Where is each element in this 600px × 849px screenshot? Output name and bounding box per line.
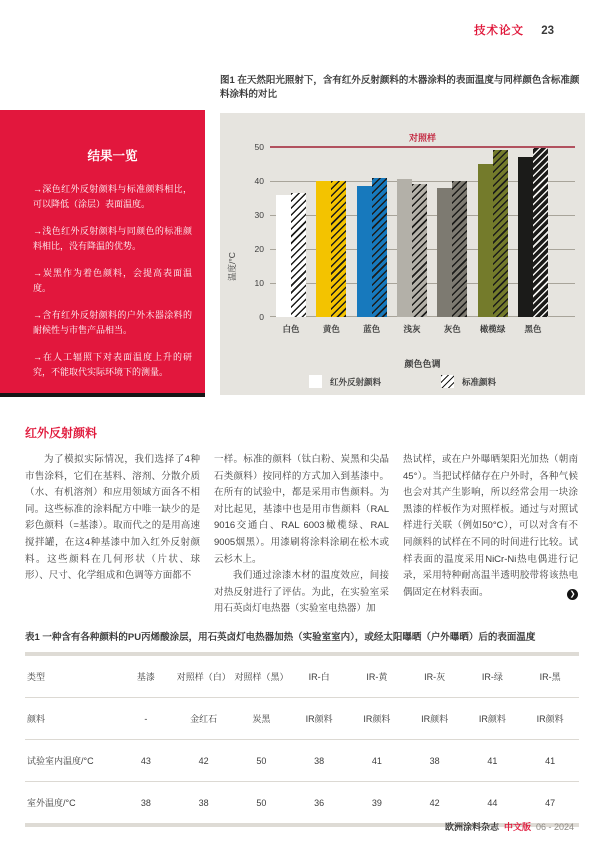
control-sample-reference-line (270, 146, 575, 148)
table-row (25, 740, 579, 782)
results-overview-content (18, 110, 205, 379)
table-cell: 炭黑 (233, 698, 291, 740)
article-body (25, 424, 579, 618)
bar-standard-1 (291, 193, 306, 317)
table-cell: IR-白 (290, 656, 348, 698)
table-cell: IR-黑 (521, 656, 579, 698)
article-column-2 (214, 452, 389, 618)
article-columns (25, 452, 579, 618)
bar-standard-5 (452, 181, 467, 317)
x-axis-category-label: 白色 (282, 324, 300, 334)
page-header (474, 22, 554, 38)
result-item: →浅色红外反射颜料与同颜色的标准颜料相比，没有降温的优势。 (33, 226, 192, 251)
table-cell: 试验室内温度/°C (25, 740, 117, 782)
table-cell: IR颜料 (290, 698, 348, 740)
bar-chart-panel (220, 113, 585, 395)
table-cell: 对照样（白） (175, 656, 233, 698)
table-cell: 43 (117, 740, 175, 782)
table-cell: 47 (545, 797, 556, 808)
x-axis-category-label: 黄色 (322, 324, 340, 334)
legend-item-ir-pigment (309, 375, 381, 388)
section-title: 红外反射颜料 (25, 426, 98, 440)
x-axis-category-label: 橄榄绿 (479, 324, 506, 334)
issue-number: 06 - 2024 (535, 822, 574, 832)
bar-standard-4 (412, 184, 427, 317)
hatched-swatch-icon (441, 375, 454, 388)
table-cell: 室外温度/°C (27, 798, 76, 808)
chart-legend (220, 375, 585, 388)
article-column-3 (403, 452, 578, 618)
table-cell: 41 (521, 740, 579, 782)
chart-plot-area (254, 130, 575, 334)
article-column-1 (25, 452, 200, 618)
bar-standard-7 (533, 147, 548, 317)
y-axis-tick-label: 50 (254, 142, 264, 152)
table-cell: IR颜料 (406, 698, 464, 740)
bar-ir-5 (437, 188, 452, 317)
table-cell: 42 (175, 740, 233, 782)
surface-temperature-table (25, 656, 579, 823)
results-overview-list (33, 182, 192, 379)
table-cell: 39 (371, 797, 382, 808)
y-axis-tick-label: 0 (259, 312, 264, 322)
bar-ir-4 (397, 179, 412, 317)
table-cell: 基漆 (117, 656, 175, 698)
y-axis-tick-label: 40 (254, 176, 264, 186)
result-item: →深色红外反射颜料与标准颜料相比，可以降低（涂层）表面温度。 (33, 184, 192, 209)
bar-ir-6 (478, 164, 493, 317)
article-paragraph: 一样。标准的颜料（钛白粉、炭黑和尖晶石类颜料）按同样的方式加入到基漆中。在所有的试验中，都是采用市售颜料。为对比起见，基漆中也是用市售颜料（RAL 9016交通白、RAL 6003橄榄绿、RAL 9005烟黑）。用漆刷将涂料涂刷在松木或云杉木上。 (214, 454, 389, 565)
table-cell: 41 (464, 740, 522, 782)
bar-ir-3 (357, 186, 372, 317)
page-number: 23 (541, 25, 554, 37)
table-row (25, 698, 579, 740)
table-cell: IR颜料 (464, 698, 522, 740)
y-axis-tick-label: 30 (254, 210, 264, 220)
table-cell: IR-灰 (406, 656, 464, 698)
article-paragraph: 热试样，或在户外曝晒架阳光加热（朝南45°）。当把试样储存在户外时，各种气候也会对其产生影响，所以经常会用一块涂黑漆的样板作为对照样板。通过与对照试样进行关联（例如50°C），可以对含有不同颜料的试样在不同的时间进行比较。试样表面的温度采用NiCr-Ni热电偶进行记录，采用特种耐高温半透明胶带将该热电偶固定在材料表面。 ❯ (403, 454, 578, 598)
legend-label-ir: 红外反射颜料 (329, 376, 381, 387)
result-item: →含有红外反射颜料的户外木器涂料的耐候性与市售产品相当。 (33, 310, 192, 335)
table-header-row (25, 656, 579, 698)
table-cell: 50 (256, 797, 267, 808)
x-axis-category-label: 灰色 (443, 324, 461, 334)
table-cell: 36 (314, 797, 325, 808)
table-cell: 42 (429, 797, 440, 808)
table-caption: 表1 一种含有各种颜料的PU丙烯酸涂层，用石英卤灯电热器加热（实验室室内），或经太阳曝晒（户外曝晒）后的表面温度 (25, 632, 536, 643)
figure-caption: 图1 在天然阳光照射下，含有红外反射颜料的木器涂料的表面温度与同样颜色含标准颜料涂料的对比 (220, 75, 580, 100)
bar-ir-1 (276, 195, 291, 317)
table-cell: 38 (140, 797, 151, 808)
bar-ir-7 (518, 157, 533, 317)
bar-standard-2 (331, 181, 346, 317)
control-sample-label: 对照样 (408, 133, 436, 143)
page-footer (445, 820, 574, 833)
bar-standard-3 (372, 178, 387, 317)
results-overview-title: 结果一览 (87, 149, 138, 163)
table-cell: IR-绿 (464, 656, 522, 698)
edition-label: 中文版 (503, 822, 531, 832)
result-item: →在人工辐照下对表面温度上升的研究，不能取代实际环境下的测量。 (33, 352, 192, 377)
x-axis-category-label: 黑色 (524, 324, 542, 334)
table-cell: 38 (290, 740, 348, 782)
table-cell: IR颜料 (521, 698, 579, 740)
bar-standard-6 (493, 150, 508, 317)
article-paragraph: 为了模拟实际情况，我们选择了4种市售涂料，它们在基料、溶剂、分散介质（水、有机溶剂）和应用领域方面各不相同。这些标准的涂料配方中唯一缺少的是彩色颜料（=基漆）。取而代之的是用高速搅拌罐，在这4种基漆中加入红外反射颜料。这些颜料在几何形状（片状、球形）、尺寸、化学组成和色调等方面都不 (25, 454, 200, 582)
table-cell: 金红石 (175, 698, 233, 740)
legend-label-standard: 标准颜料 (462, 376, 497, 387)
table-cell: 颜料 (25, 698, 117, 740)
legend-item-standard-pigment (441, 375, 496, 388)
result-item: →炭黑作为着色颜料，会提高表面温度。 (33, 268, 192, 293)
solid-swatch-icon (309, 375, 322, 388)
table-cell: 50 (233, 740, 291, 782)
continue-arrow-icon: ❯ (567, 589, 578, 600)
table-cell: - (117, 698, 175, 740)
table-row (25, 782, 579, 824)
x-axis-category-label: 浅灰 (403, 324, 421, 334)
y-axis-tick-label: 20 (254, 244, 264, 254)
y-axis-tick-label: 10 (254, 278, 264, 288)
table-cell: 41 (348, 740, 406, 782)
x-axis-category-label: 蓝色 (363, 324, 381, 334)
magazine-name: 欧洲涂料杂志 (444, 822, 499, 832)
chart-x-axis-title: 颜色色调 (404, 359, 441, 369)
table-cell: 44 (487, 797, 498, 808)
table-cell: 38 (198, 797, 209, 808)
table-cell: 38 (406, 740, 464, 782)
table-cell: IR颜料 (348, 698, 406, 740)
article-paragraph: 我们通过涂漆木材的温度效应，间接对热反射进行了评估。为此，在实验室采用石英卤灯电热器（实验室电热器）加 (214, 570, 389, 615)
table-cell: 对照样（黑） (233, 656, 291, 698)
table-cell: IR-黄 (348, 656, 406, 698)
chart-y-axis-title: 温度/°C (227, 252, 237, 281)
results-overview-box (0, 110, 205, 397)
section-category-label: 技术论文 (474, 25, 524, 37)
table-cell: 类型 (25, 656, 117, 698)
bar-ir-2 (316, 181, 331, 317)
data-table (25, 652, 579, 827)
